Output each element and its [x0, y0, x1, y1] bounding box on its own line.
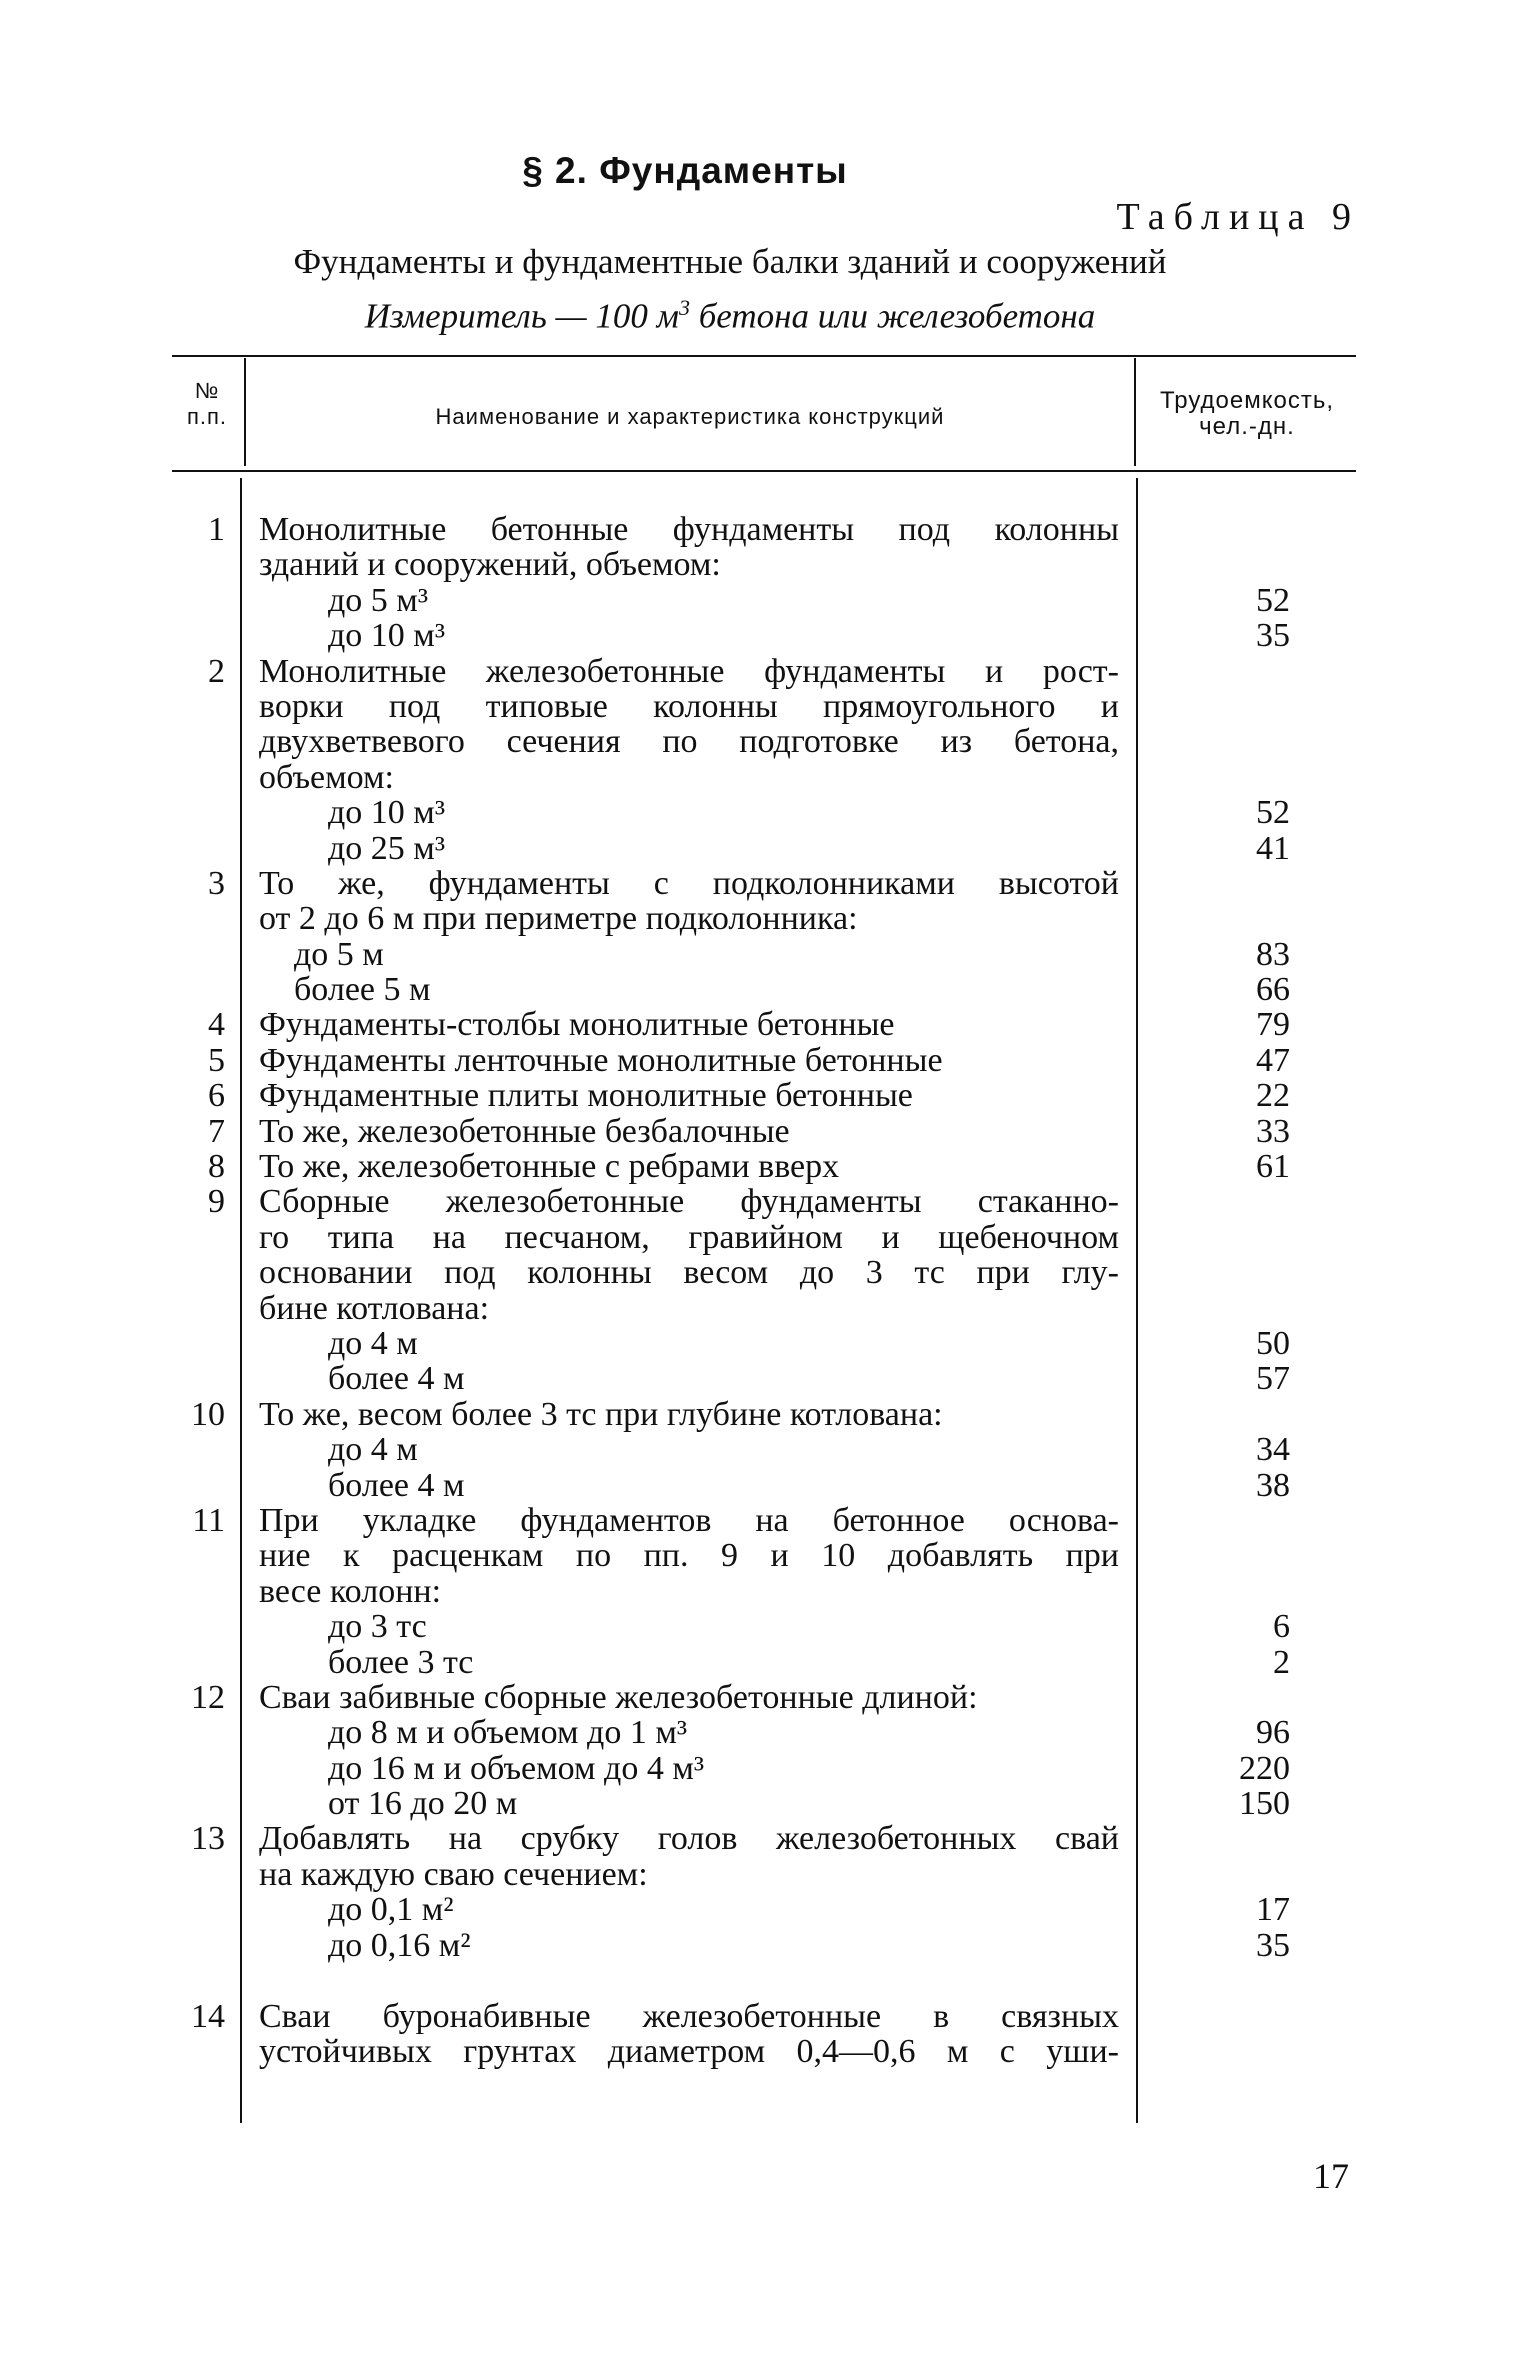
row-description: до 16 м и объемом до 4 м³: [328, 1750, 705, 1787]
table-row: [0, 1184, 1535, 1219]
table-row: [0, 760, 1535, 795]
row-description: весе колонн:: [259, 1573, 442, 1610]
row-description: более 4 м: [328, 1361, 465, 1397]
row-description: до 5 м: [294, 936, 384, 973]
table-row: [0, 1857, 1535, 1892]
row-description: Монолитные бетонные фундаменты под колонны: [259, 512, 1119, 548]
row-number: 10: [191, 1395, 225, 1433]
row-description: до 0,16 м²: [328, 1927, 471, 1964]
header-divider-right: [1134, 358, 1136, 466]
row-number: 12: [191, 1678, 225, 1716]
row-number: 4: [208, 1006, 225, 1044]
row-number: 3: [208, 864, 225, 902]
header-labor: [1138, 388, 1356, 440]
table-row: [0, 1255, 1535, 1290]
section-title: § 2. Фундаменты: [522, 150, 848, 191]
table-row: [0, 1892, 1535, 1927]
row-description: го типа на песчаном, гравийном и щебеночном: [259, 1219, 1119, 1256]
table-row: [0, 583, 1535, 618]
row-labor-value: 57: [1256, 1360, 1290, 1398]
row-description: зданий и сооружений, объемом:: [259, 547, 721, 583]
table-row: [0, 1361, 1535, 1396]
table-row: [0, 795, 1535, 830]
table-row: [0, 1114, 1535, 1149]
row-description: до 10 м³: [328, 795, 446, 831]
table-row: [0, 724, 1535, 759]
row-description: двухветвевого сечения по подготовке из бетона,: [259, 724, 1119, 760]
table-row: [0, 1220, 1535, 1255]
unit-suffix: бетона или железобетона: [689, 296, 1096, 336]
table-row: [0, 1645, 1535, 1680]
row-description: То же, весом более 3 тс при глубине котлована:: [259, 1396, 943, 1433]
row-labor-value: 96: [1256, 1714, 1290, 1752]
table-row: [0, 1538, 1535, 1573]
table-row: [0, 618, 1535, 653]
header-num-line2: п.п.: [186, 404, 228, 429]
row-number: 13: [191, 1820, 225, 1858]
header-num: [172, 378, 242, 430]
row-description: Фундаменты ленточные монолитные бетонные: [259, 1042, 943, 1079]
row-description: более 3 тс: [328, 1644, 474, 1680]
row-number: 8: [208, 1148, 225, 1186]
table-row: [0, 937, 1535, 972]
row-description: Фундаментные плиты монолитные бетонные: [259, 1078, 913, 1114]
row-description: Добавлять на срубку голов железобетонных свай: [259, 1821, 1119, 1857]
row-description: То же, фундаменты с подколонниками высотой: [259, 865, 1119, 902]
row-description: до 10 м³: [328, 618, 446, 654]
row-description: То же, железобетонные с ребрами вверх: [259, 1149, 840, 1185]
table-row: [0, 1609, 1535, 1644]
header-num-line1: №: [194, 378, 220, 403]
row-labor-value: 6: [1273, 1608, 1290, 1646]
row-labor-value: 2: [1273, 1643, 1290, 1681]
table-row: [0, 1007, 1535, 1042]
row-description: Сборные железобетонные фундаменты стаканно-: [259, 1184, 1119, 1220]
row-labor-value: 50: [1256, 1324, 1290, 1362]
row-description: Сваи буронабивные железобетонные в связных: [259, 1999, 1119, 2035]
table-row: [0, 831, 1535, 866]
row-description: до 8 м и объемом до 1 м³: [328, 1715, 688, 1751]
table-row: [0, 1078, 1535, 1113]
row-description: Фундаменты-столбы монолитные бетонные: [259, 1007, 895, 1043]
header-name: Наименование и характеристика конструкций: [435, 404, 945, 429]
row-number: 9: [208, 1183, 225, 1221]
row-labor-value: 83: [1256, 935, 1290, 973]
table-row: [0, 1821, 1535, 1856]
row-number: 1: [208, 511, 225, 548]
table-row: [0, 2034, 1535, 2069]
row-description: более 4 м: [328, 1467, 465, 1503]
row-description: Монолитные железобетонные фундаменты и рост-: [259, 653, 1119, 689]
row-description: Сваи забивные сборные железобетонные длиной:: [259, 1679, 978, 1716]
table-row: [0, 1680, 1535, 1715]
row-gap: [0, 1963, 1535, 1999]
row-number: 2: [208, 652, 225, 690]
row-description: ворки под типовые колонны прямоугольного и: [259, 688, 1119, 725]
page-number: 17: [1313, 2156, 1349, 2196]
unit-prefix: Измеритель — 100 м: [364, 296, 679, 336]
row-description: до 4 м: [328, 1325, 418, 1362]
table-row: [0, 1397, 1535, 1432]
table-row: [0, 1574, 1535, 1609]
row-labor-value: 61: [1256, 1148, 1290, 1186]
row-number: 6: [208, 1077, 225, 1115]
table-row: [0, 901, 1535, 936]
table-row: [0, 1786, 1535, 1821]
table-header-rule: [172, 470, 1356, 472]
table-title: Фундаменты и фундаментные балки зданий и сооружений: [293, 242, 1167, 281]
row-description: на каждую сваю сечением:: [259, 1856, 648, 1893]
table-row: [0, 1043, 1535, 1078]
row-number: 14: [191, 1998, 225, 2036]
row-description: бине котлована:: [259, 1290, 490, 1326]
table-row: [0, 972, 1535, 1007]
row-description: более 5 м: [294, 972, 431, 1008]
row-labor-value: 52: [1256, 581, 1290, 619]
row-labor-value: 34: [1256, 1431, 1290, 1469]
row-description: То же, железобетонные безбалочные: [259, 1113, 790, 1150]
row-description: до 0,1 м²: [328, 1892, 454, 1928]
table-unit: [175, 295, 1285, 337]
row-labor-value: 17: [1256, 1891, 1290, 1929]
row-description: до 4 м: [328, 1432, 418, 1468]
row-description: основании под колонны весом до 3 тс при глу-: [259, 1255, 1119, 1291]
row-labor-value: 41: [1256, 829, 1290, 867]
row-description: объемом:: [259, 759, 394, 796]
header-labor-line1: Трудоемкость,: [1159, 387, 1335, 414]
row-number: 11: [192, 1501, 225, 1539]
table-row: [0, 689, 1535, 724]
row-description: до 3 тс: [328, 1609, 427, 1645]
row-description: ние к расценкам по пп. 9 и 10 добавлять при: [259, 1538, 1119, 1574]
table-row: [0, 1715, 1535, 1750]
table-row: [0, 1326, 1535, 1361]
table-row: [0, 1928, 1535, 1963]
table-row: [0, 1999, 1535, 2034]
table-label: Таблица 9: [1116, 196, 1360, 238]
header-divider-left: [244, 358, 246, 466]
row-labor-value: 220: [1239, 1749, 1290, 1787]
table-row: [0, 1503, 1535, 1538]
row-description: устойчивых грунтах диаметром 0,4—0,6 м с уши-: [259, 2034, 1119, 2070]
row-labor-value: 47: [1256, 1041, 1290, 1079]
row-labor-value: 66: [1256, 971, 1290, 1009]
table-row: [0, 654, 1535, 689]
row-labor-value: 35: [1256, 1926, 1290, 1964]
row-description: от 2 до 6 м при периметре подколонника:: [259, 901, 858, 937]
table-top-rule: [172, 355, 1356, 357]
header-labor-line2: чел.-дн.: [1199, 413, 1295, 440]
table-row: [0, 866, 1535, 901]
row-labor-value: 33: [1256, 1112, 1290, 1150]
table-row: [0, 512, 1535, 547]
row-description: При укладке фундаментов на бетонное основа-: [259, 1502, 1119, 1539]
row-labor-value: 35: [1256, 617, 1290, 655]
table-row: [0, 1291, 1535, 1326]
table-body: [0, 512, 1535, 2070]
row-number: 5: [208, 1041, 225, 1079]
table-row: [0, 547, 1535, 582]
row-number: 7: [208, 1112, 225, 1150]
row-description: от 16 до 20 м: [328, 1786, 518, 1822]
table-row: [0, 1149, 1535, 1184]
row-labor-value: 22: [1256, 1077, 1290, 1115]
row-labor-value: 38: [1256, 1466, 1290, 1504]
unit-superscript: 3: [678, 295, 690, 320]
row-labor-value: 150: [1239, 1785, 1290, 1823]
row-description: до 5 м³: [328, 582, 429, 619]
row-labor-value: 79: [1256, 1006, 1290, 1044]
row-description: до 25 м³: [328, 830, 446, 866]
table-row: [0, 1432, 1535, 1467]
row-labor-value: 52: [1256, 794, 1290, 832]
table-row: [0, 1468, 1535, 1503]
table-row: [0, 1751, 1535, 1786]
